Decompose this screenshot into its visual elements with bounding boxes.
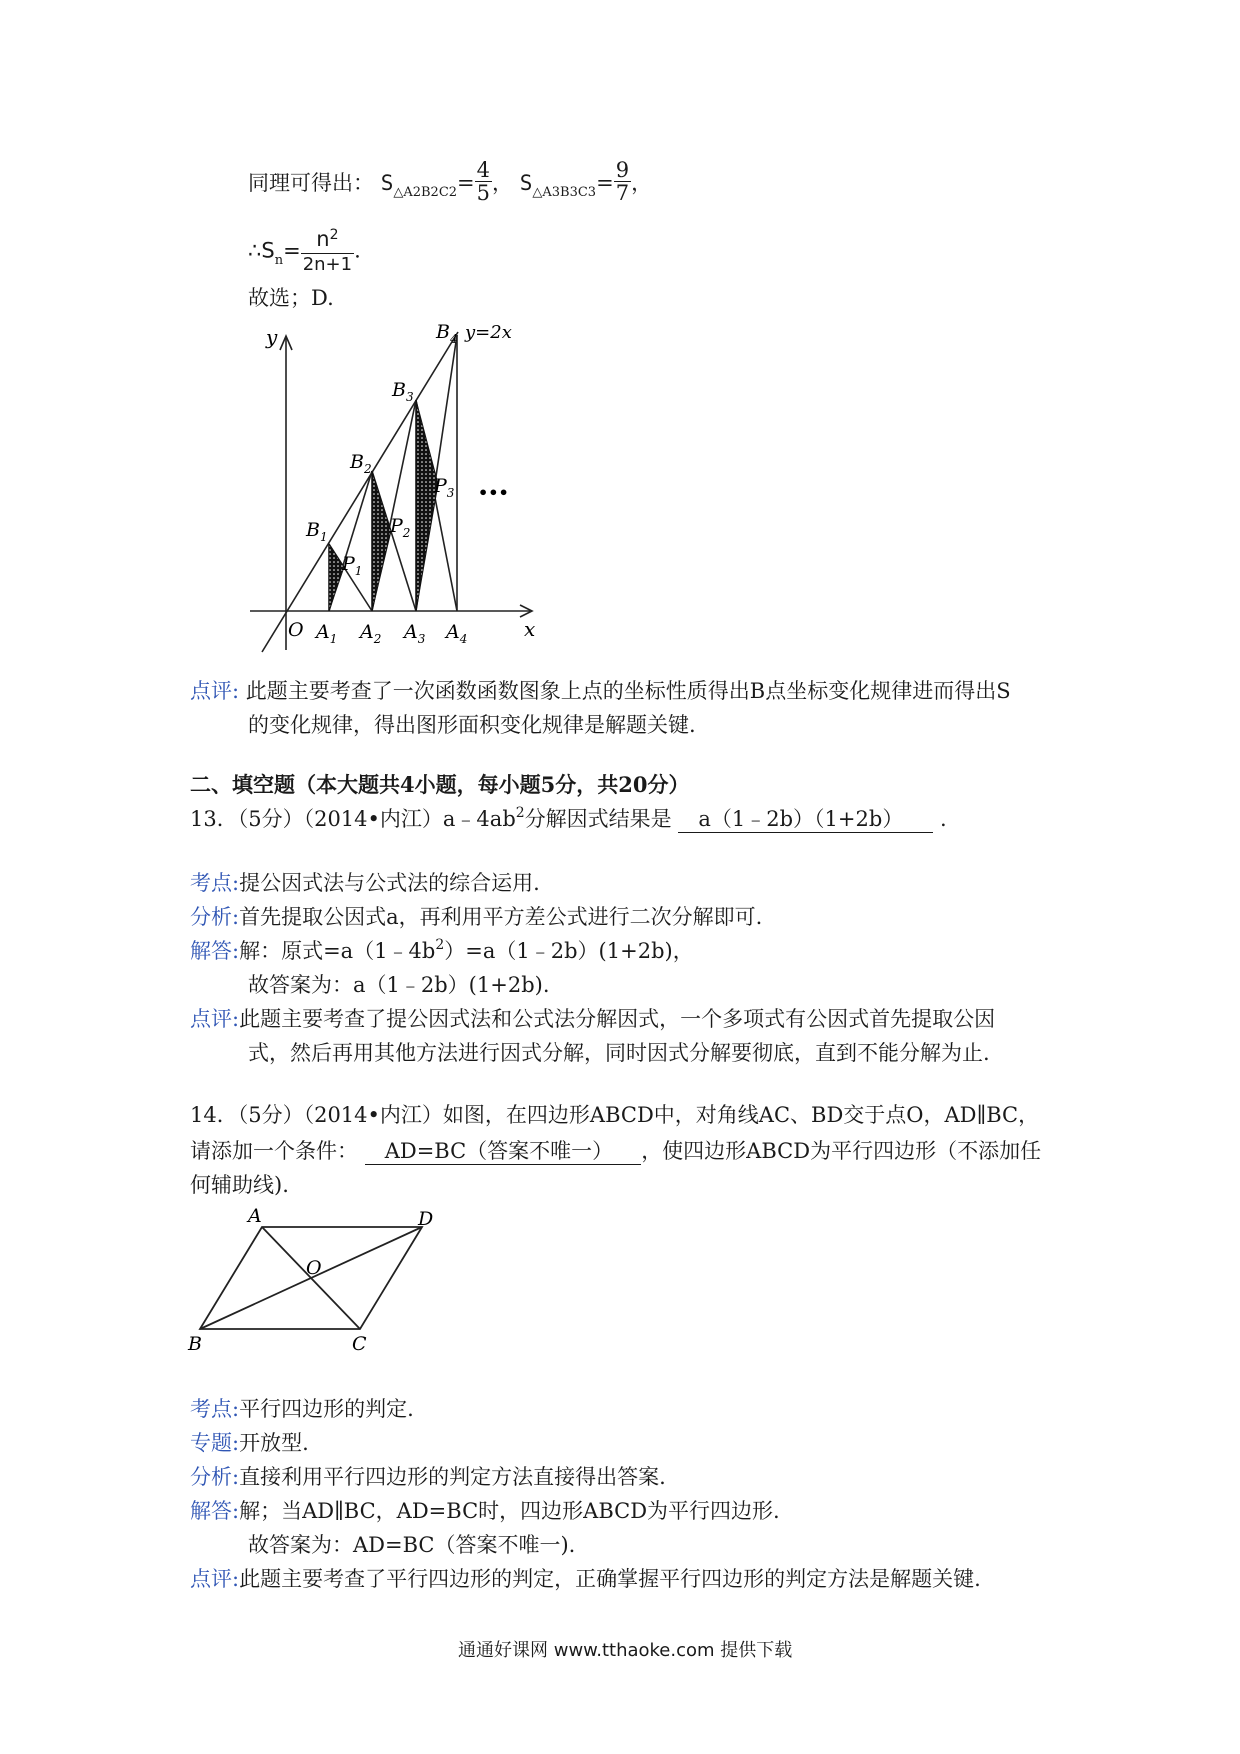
q13-dianping-2: 式，然后再用其他方法进行因式分解，同时因式分解要彻底，直到不能分解为止.	[248, 1041, 990, 1065]
comment-label: 点评:	[190, 679, 240, 703]
continuation-dots: •••	[478, 483, 509, 502]
label-o: O	[306, 1257, 322, 1279]
label-y-axis: y	[266, 325, 278, 349]
label-b: B	[188, 1333, 202, 1355]
label-c: C	[352, 1333, 367, 1355]
q14-dianping: 点评:此题主要考查了平行四边形的判定，正确掌握平行四边形的判定方法是解题关键.	[190, 1567, 981, 1591]
question-14-line2: 请添加一个条件： AD=BC（答案不唯一） ，使四边形ABCD为平行四边形（不添加任	[190, 1139, 1042, 1163]
area-subscript-3: △A3B3C3	[532, 185, 597, 200]
comment-text-1: 此题主要考查了一次函数函数图象上点的坐标性质得出B点坐标变化规律进而得出S	[245, 679, 1011, 703]
label-d: D	[418, 1208, 434, 1230]
section-2-title: 二、填空题（本大题共4小题，每小题5分，共20分）	[190, 772, 690, 797]
jieda-label: 解答:	[190, 939, 240, 963]
therefore-s: ∴S	[248, 238, 275, 263]
q13-jieda: 解答:解：原式$=a(1﹣4b^2)=a(1﹣2b)(1+2b)$，	[190, 937, 694, 963]
q13-mid: 分解因式结果是	[524, 807, 672, 831]
figure-parallelogram	[186, 1205, 446, 1355]
q14-kaodian: 考点:平行四边形的判定.	[190, 1397, 414, 1421]
question-13: 13．（5分）（2014•内江）$a﹣4ab^2$分解因式结果是 a（1﹣2b）（1+2b） .	[190, 805, 947, 831]
fraction-4-5: $\frac{4}{5}$	[476, 158, 491, 205]
figure-line-graph	[240, 320, 560, 665]
label-x-axis: x	[524, 617, 536, 641]
label-b2: $B_2$	[350, 451, 372, 476]
equals: =	[457, 171, 475, 195]
label-p2: $P_2$	[390, 515, 411, 540]
page-footer[interactable]: 通通好课网 www.tthaoke.com 提供下载	[458, 1640, 793, 1661]
label-a4: $A_4$	[446, 621, 468, 646]
comment-12-line1	[190, 676, 1011, 706]
triangle-a2b2c2: A2B2C2	[403, 185, 458, 200]
triangle-a3b3c3: A3B3C3	[542, 185, 597, 200]
question-14-line1: 14．（5分）（2014•内江）如图，在四边形ABCD中，对角线AC、BD交于点O，AD∥BC，	[190, 1103, 1040, 1127]
s-symbol-2: S	[519, 171, 533, 195]
area-subscript-2	[393, 185, 457, 200]
kaodian-label: 考点:	[190, 871, 240, 895]
fraction-n2-over-2n1: $\frac{n^2}{2n+1}$	[302, 227, 353, 275]
q14-jieda-2: 故答案为：AD=BC（答案不唯一).	[248, 1533, 576, 1557]
q14-zhuanti: 专题:开放型.	[190, 1431, 309, 1455]
label-line-equation: y=2x	[465, 322, 512, 343]
shaded-triangle-2	[372, 471, 391, 611]
label-p3: $P_3$	[434, 475, 455, 500]
q14-fenxi: 分析:直接利用平行四边形的判定方法直接得出答案.	[190, 1465, 666, 1489]
fraction-9-7: $\frac{9}{7}$	[615, 158, 630, 205]
label-a2: $A_2$	[360, 621, 382, 646]
sn-formula: $\therefore S_n=$ $\frac{n^2}{2n+1}$ .	[248, 227, 361, 275]
label-b3: $B_3$	[392, 379, 414, 404]
label-origin: O	[288, 619, 304, 641]
question-14-line3: 何辅助线).	[190, 1173, 289, 1197]
q13-exponent: 2	[515, 805, 525, 821]
separator: ，	[492, 171, 514, 195]
comment-12-line2: 的变化规律，得出图形面积变化规律是解题关键.	[248, 713, 696, 737]
label-a3: $A_3$	[404, 621, 426, 646]
s-symbol: S	[380, 171, 394, 195]
label-a1: $A_1$	[316, 621, 338, 646]
q14-jieda: 解答:解；当AD∥BC，AD=BC时，四边形ABCD为平行四边形.	[190, 1499, 780, 1523]
q13-kaodian: 考点:提公因式法与公式法的综合运用.	[190, 871, 540, 895]
q14-answer-blank: AD=BC（答案不唯一）	[365, 1138, 642, 1165]
label-a: A	[248, 1205, 262, 1227]
choice-line: 故选；D.	[248, 286, 334, 310]
shaded-triangle-3	[416, 400, 438, 611]
q13-fenxi: 分析:首先提取公因式a，再利用平方差公式进行二次分解即可.	[190, 905, 763, 929]
q13-dianping: 点评:此题主要考查了提公因式法和公式法分解因式，一个多项式有公因式首先提取公因	[190, 1007, 996, 1031]
dianping-label: 点评:	[190, 1007, 240, 1031]
zhuanti-label: 专题:	[190, 1431, 240, 1455]
label-p1: $P_1$	[342, 553, 363, 578]
q13-jieda-2: 故答案为：a（1﹣2b）(1+2b).	[248, 973, 550, 997]
label-b1: $B_1$	[306, 519, 328, 544]
n-subscript: n	[274, 252, 284, 268]
same-reason-line: 同理可得出： $S_{\triangle A2B2C2}=$ $\frac{4}{5}$ ， $S_{\triangle A3B3C3}=$ $\frac{9}{7}$ ，	[248, 158, 653, 205]
fenxi-label: 分析:	[190, 905, 240, 929]
q13-prefix: 13．（5分）（2014•内江）a﹣4ab	[190, 807, 516, 831]
label-b4: $B_4$	[436, 321, 458, 346]
q13-answer-blank: a（1﹣2b）（1+2b）	[678, 806, 933, 833]
same-reason-prefix: 同理可得出：	[248, 171, 374, 195]
triangle-symbol: △	[393, 185, 404, 200]
